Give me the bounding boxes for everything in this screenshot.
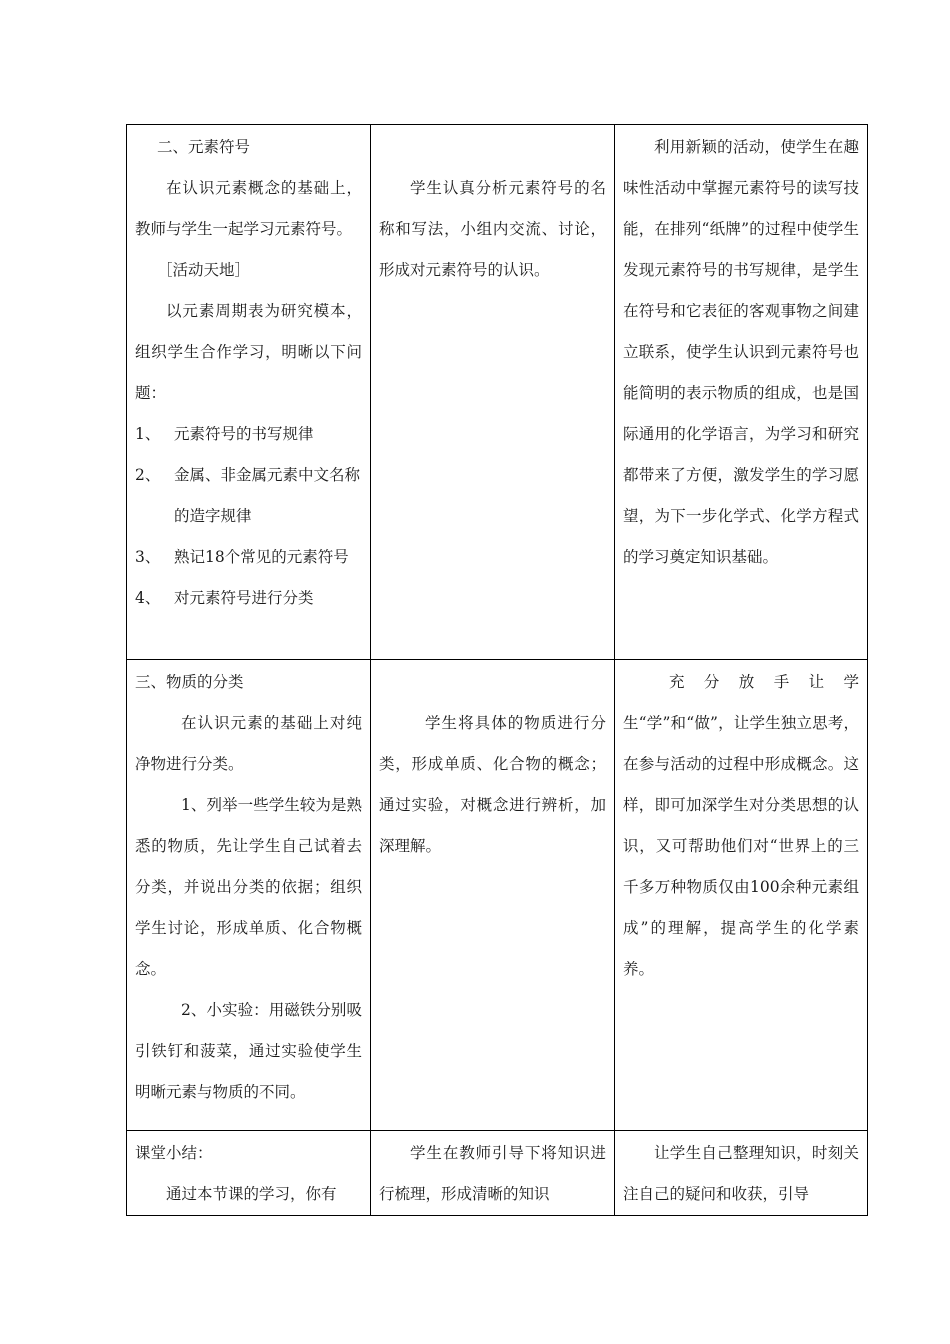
- section-intro: 在认识元素的基础上对纯净物进行分类。: [135, 714, 362, 773]
- design-intent-cell: [615, 1131, 868, 1216]
- teacher-activity-cell: [127, 1131, 371, 1216]
- spacer: [379, 662, 606, 703]
- teacher-activity-cell: [127, 660, 371, 1131]
- list-item: [135, 578, 362, 619]
- list-item-number: 4、: [135, 589, 161, 607]
- activity-item-1: 1、列举一些学生较为是熟悉的物质，先让学生自己试着去分类，并说出分类的依据；组织学生讨论，形成单质、化合物概念。: [135, 796, 362, 978]
- lesson-plan-table: [126, 124, 868, 1216]
- list-item-text: 金属、非金属元素中文名称的造字规律: [174, 466, 361, 525]
- list-item-text: 元素符号的书写规律: [174, 425, 314, 443]
- list-item-text: 熟记18个常见的元素符号: [174, 548, 349, 566]
- section-intro: 在认识元素概念的基础上，教师与学生一起学习元素符号。: [135, 179, 362, 238]
- activity-label: ［活动天地］: [157, 261, 251, 279]
- design-intent-text: 让学生自己整理知识，时刻关注自己的疑问和收获，引导: [623, 1144, 859, 1203]
- student-activity-text: 学生在教师引导下将知识进行梳理，形成清晰的知识: [379, 1144, 606, 1203]
- teacher-activity-cell: [127, 125, 371, 660]
- spacer: [379, 127, 606, 168]
- section-heading: 二、元素符号: [157, 138, 251, 156]
- student-activity-cell: [371, 660, 615, 1131]
- list-item-number: 3、: [135, 548, 161, 566]
- list-item-text: 对元素符号进行分类: [174, 589, 314, 607]
- list-item: [135, 414, 362, 455]
- section-heading: 课堂小结：: [135, 1144, 213, 1162]
- table-row: [127, 1131, 868, 1216]
- activity-item-2: 2、小实验：用磁铁分别吸引铁钉和菠菜，通过实验使学生明晰元素与物质的不同。: [135, 1001, 362, 1101]
- section-heading: 三、物质的分类: [135, 673, 244, 691]
- list-item-number: 1、: [135, 425, 161, 443]
- student-activity-text: 学生认真分析元素符号的名称和写法，小组内交流、讨论，形成对元素符号的认识。: [379, 179, 606, 279]
- list-item-number: 2、: [135, 466, 161, 484]
- activity-text: 以元素周期表为研究模本，组织学生合作学习，明晰以下问题：: [135, 302, 362, 402]
- design-intent-cell: [615, 660, 868, 1131]
- section-intro: 通过本节课的学习，你有: [166, 1185, 337, 1203]
- design-intent-text: 利用新颖的活动，使学生在趣味性活动中掌握元素符号的读写技能，在排列“纸牌”的过程中使学生发现元素符号的书写规律，是学生在符号和它表征的客观事物之间建立联系，使学生认识到元素符号也能简明的表示物质的组成，也是国际通用的化学语言，为学习和研究都带来了方便，激发学生的学习愿望，为下一步化学式、化学方程式的学习奠定知识基础。: [623, 138, 859, 566]
- student-activity-cell: [371, 1131, 615, 1216]
- design-intent-text: 充分放手让学生“学”和“做”，让学生独立思考，在参与活动的过程中形成概念。这样，即可加深学生对分类思想的认识，又可帮助他们对“世界上的三千多万种物质仅由100余种元素组成”的理解，提高学生的化学素养。: [623, 673, 859, 978]
- list-item: [135, 455, 362, 537]
- table-row: [127, 125, 868, 660]
- design-intent-cell: [615, 125, 868, 660]
- table-row: [127, 660, 868, 1131]
- student-activity-text: 学生将具体的物质进行分类，形成单质、化合物的概念；通过实验，对概念进行辨析，加深理解。: [379, 714, 606, 855]
- student-activity-cell: [371, 125, 615, 660]
- list-item: [135, 537, 362, 578]
